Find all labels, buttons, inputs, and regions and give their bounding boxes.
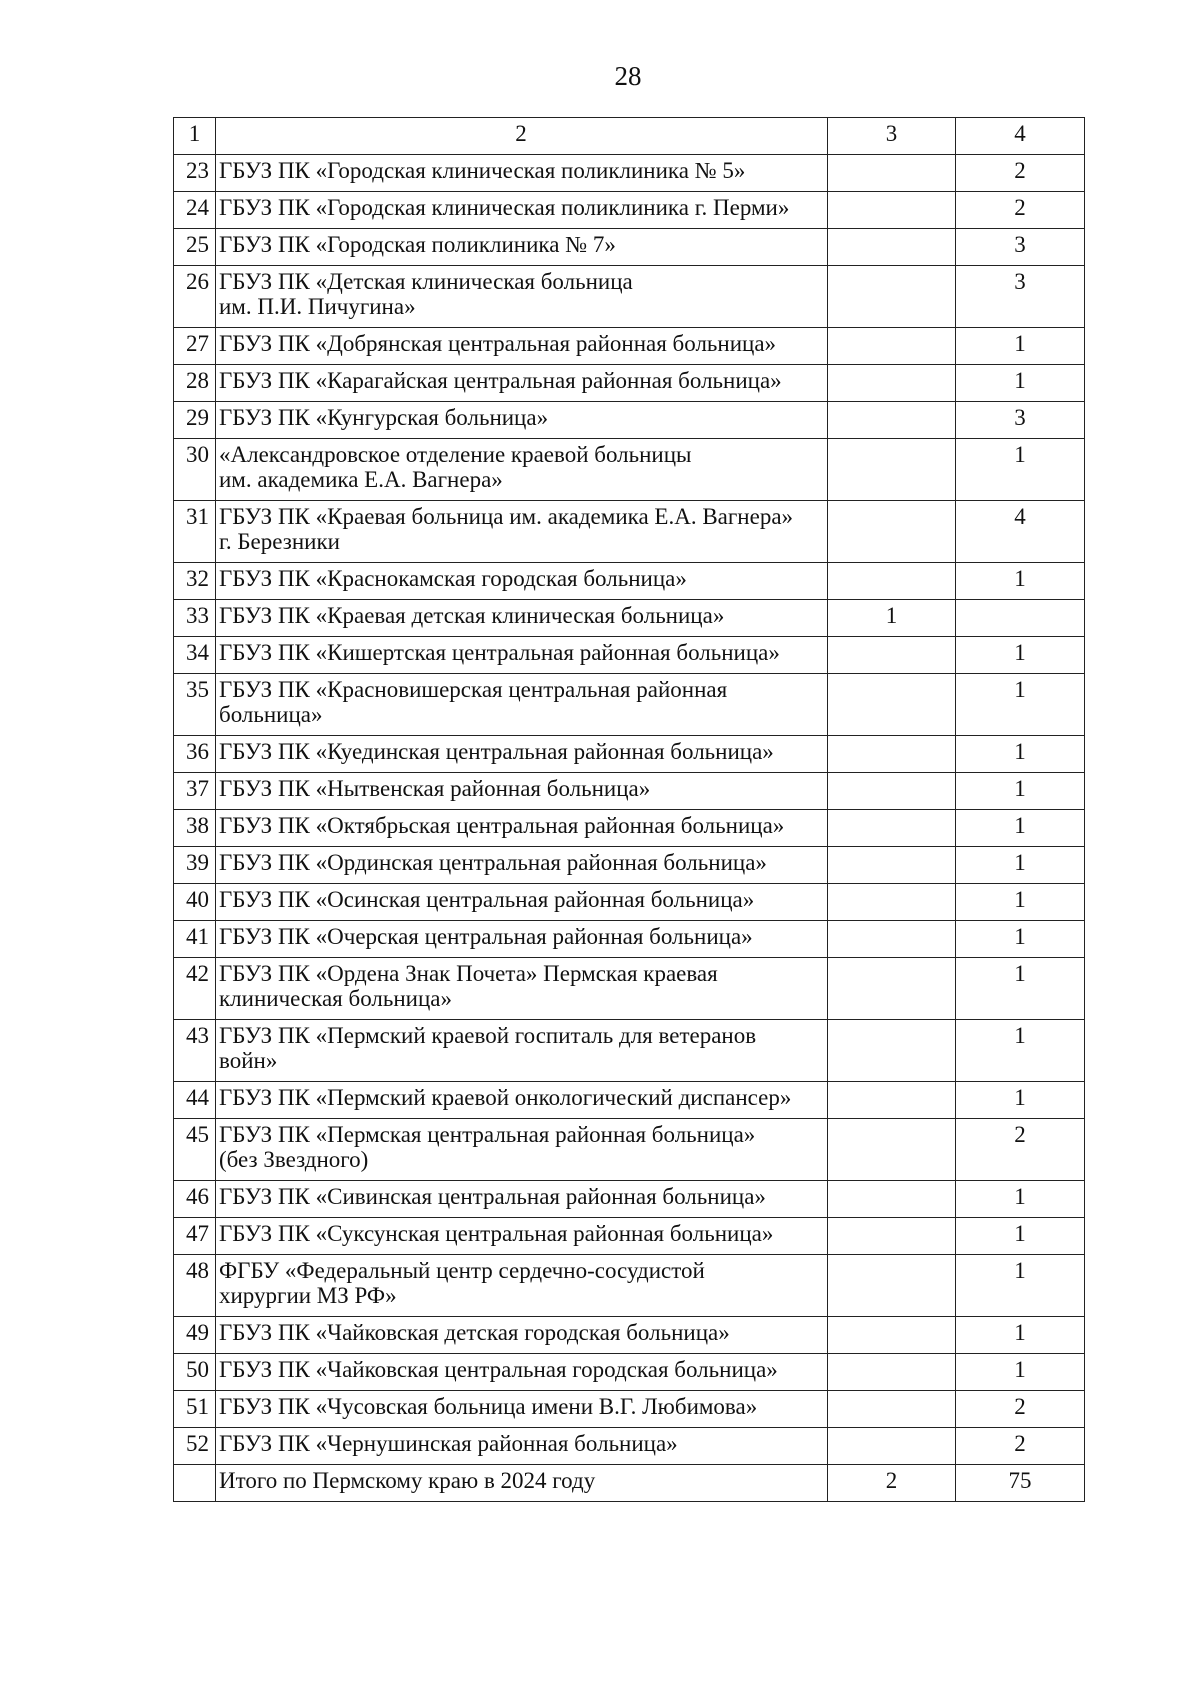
institution-name	[216, 674, 828, 736]
institution-name-line: ГБУЗ ПК «Детская клиническая больница	[219, 269, 633, 294]
total-row	[174, 1465, 1085, 1502]
col-4-value: 1	[956, 1082, 1085, 1119]
col-4-value: 1	[956, 1020, 1085, 1082]
institution-name	[216, 1181, 828, 1218]
institution-name-line: ГБУЗ ПК «Октябрьская центральная районная больница»	[219, 813, 785, 838]
total-col-4: 75	[956, 1465, 1085, 1502]
row-number: 49	[174, 1317, 216, 1354]
institution-name	[216, 365, 828, 402]
table-row	[174, 1428, 1085, 1465]
col-3-value	[828, 1020, 956, 1082]
col-4-value: 2	[956, 1119, 1085, 1181]
table-row	[174, 402, 1085, 439]
table-row	[174, 501, 1085, 563]
institution-name	[216, 736, 828, 773]
allocation-table	[173, 117, 1085, 1502]
col-3-value	[828, 192, 956, 229]
table-row	[174, 1317, 1085, 1354]
institution-name-line: ФГБУ «Федеральный центр сердечно-сосудистой	[219, 1258, 705, 1283]
table-row	[174, 266, 1085, 328]
col-3-value	[828, 958, 956, 1020]
row-number: 31	[174, 501, 216, 563]
institution-name	[216, 773, 828, 810]
institution-name-line: ГБУЗ ПК «Пермский краевой онкологический диспансер»	[219, 1085, 792, 1110]
institution-name	[216, 600, 828, 637]
table-row	[174, 921, 1085, 958]
col-3-value	[828, 847, 956, 884]
table-row	[174, 1218, 1085, 1255]
table-body	[174, 118, 1085, 1502]
col-4-value: 1	[956, 884, 1085, 921]
row-number: 28	[174, 365, 216, 402]
table-row	[174, 1391, 1085, 1428]
institution-name-line: ГБУЗ ПК «Красновишерская центральная районная	[219, 677, 728, 702]
row-number: 41	[174, 921, 216, 958]
institution-name	[216, 1020, 828, 1082]
col-4-value: 1	[956, 736, 1085, 773]
institution-name	[216, 1255, 828, 1317]
row-number: 25	[174, 229, 216, 266]
col-4-value: 1	[956, 1317, 1085, 1354]
col-4-value: 1	[956, 773, 1085, 810]
institution-name-line: ГБУЗ ПК «Пермская центральная районная больница»	[219, 1122, 756, 1147]
institution-name-line: ГБУЗ ПК «Краевая больница им. академика Е.А. Вагнера»	[219, 504, 794, 529]
col-3-value	[828, 229, 956, 266]
institution-name-line: ГБУЗ ПК «Сивинская центральная районная больница»	[219, 1184, 766, 1209]
col-4-value: 2	[956, 1428, 1085, 1465]
col-3-value: 1	[828, 600, 956, 637]
table-row	[174, 958, 1085, 1020]
institution-name	[216, 501, 828, 563]
institution-name	[216, 402, 828, 439]
institution-name-line: ГБУЗ ПК «Ордена Знак Почета» Пермская краевая	[219, 961, 718, 986]
col-3-value	[828, 402, 956, 439]
institution-name	[216, 192, 828, 229]
table-row	[174, 1020, 1085, 1082]
header-col-3: 3	[828, 118, 956, 155]
total-label: Итого по Пермскому краю в 2024 году	[216, 1465, 828, 1502]
table-row	[174, 1119, 1085, 1181]
institution-name-line: ГБУЗ ПК «Добрянская центральная районная больница»	[219, 331, 777, 356]
institution-name-line: ГБУЗ ПК «Городская клиническая поликлиника № 5»	[219, 158, 746, 183]
row-number: 43	[174, 1020, 216, 1082]
institution-name-line: ГБУЗ ПК «Кунгурская больница»	[219, 405, 549, 430]
table-row	[174, 365, 1085, 402]
col-3-value	[828, 1428, 956, 1465]
col-4-value: 3	[956, 402, 1085, 439]
col-3-value	[828, 1255, 956, 1317]
institution-name-line: ГБУЗ ПК «Осинская центральная районная больница»	[219, 887, 755, 912]
row-number: 29	[174, 402, 216, 439]
row-number: 48	[174, 1255, 216, 1317]
row-number: 38	[174, 810, 216, 847]
row-number: 47	[174, 1218, 216, 1255]
institution-name-line: хирургии МЗ РФ»	[219, 1283, 397, 1308]
total-row-number	[174, 1465, 216, 1502]
col-4-value: 1	[956, 958, 1085, 1020]
row-number: 33	[174, 600, 216, 637]
table-row	[174, 155, 1085, 192]
institution-name	[216, 1082, 828, 1119]
col-4-value: 1	[956, 1181, 1085, 1218]
col-4-value: 1	[956, 1255, 1085, 1317]
institution-name-line: ГБУЗ ПК «Кишертская центральная районная больница»	[219, 640, 780, 665]
row-number: 51	[174, 1391, 216, 1428]
col-4-value: 1	[956, 328, 1085, 365]
institution-name-line: (без Звездного)	[219, 1147, 369, 1172]
col-3-value	[828, 563, 956, 600]
row-number: 26	[174, 266, 216, 328]
institution-name	[216, 439, 828, 501]
institution-name	[216, 810, 828, 847]
col-4-value: 1	[956, 1354, 1085, 1391]
header-col-2: 2	[216, 118, 828, 155]
row-number: 46	[174, 1181, 216, 1218]
col-4-value: 1	[956, 439, 1085, 501]
col-3-value	[828, 365, 956, 402]
col-3-value	[828, 1391, 956, 1428]
row-number: 42	[174, 958, 216, 1020]
institution-name	[216, 1218, 828, 1255]
row-number: 36	[174, 736, 216, 773]
institution-name-line: ГБУЗ ПК «Чайковская центральная городская больница»	[219, 1357, 778, 1382]
table-row	[174, 192, 1085, 229]
institution-name-line: войн»	[219, 1048, 278, 1073]
table-row	[174, 439, 1085, 501]
table-header-row	[174, 118, 1085, 155]
table-row	[174, 1181, 1085, 1218]
col-4-value: 2	[956, 155, 1085, 192]
institution-name	[216, 328, 828, 365]
col-4-value: 1	[956, 810, 1085, 847]
header-col-1: 1	[174, 118, 216, 155]
table-row	[174, 847, 1085, 884]
col-3-value	[828, 1181, 956, 1218]
institution-name-line: ГБУЗ ПК «Чайковская детская городская больница»	[219, 1320, 730, 1345]
col-3-value	[828, 439, 956, 501]
col-4-value: 1	[956, 365, 1085, 402]
col-3-value	[828, 674, 956, 736]
institution-name-line: им. П.И. Пичугина»	[219, 294, 416, 319]
table-row	[174, 773, 1085, 810]
institution-name-line: ГБУЗ ПК «Карагайская центральная районная больница»	[219, 368, 782, 393]
row-number: 35	[174, 674, 216, 736]
col-4-value: 3	[956, 229, 1085, 266]
row-number: 52	[174, 1428, 216, 1465]
total-col-3: 2	[828, 1465, 956, 1502]
table-row	[174, 1354, 1085, 1391]
col-4-value: 1	[956, 1218, 1085, 1255]
col-4-value: 1	[956, 637, 1085, 674]
institution-name-line: ГБУЗ ПК «Куединская центральная районная больница»	[219, 739, 774, 764]
row-number: 30	[174, 439, 216, 501]
col-3-value	[828, 266, 956, 328]
institution-name-line: ГБУЗ ПК «Очерская центральная районная больница»	[219, 924, 753, 949]
col-3-value	[828, 1218, 956, 1255]
row-number: 40	[174, 884, 216, 921]
col-3-value	[828, 1082, 956, 1119]
table-row	[174, 674, 1085, 736]
col-4-value: 1	[956, 674, 1085, 736]
page-number: 28	[614, 61, 642, 91]
institution-name	[216, 1354, 828, 1391]
institution-name-line: ГБУЗ ПК «Чусовская больница имени В.Г. Любимова»	[219, 1394, 758, 1419]
col-4-value: 1	[956, 921, 1085, 958]
table-row	[174, 810, 1085, 847]
row-number: 45	[174, 1119, 216, 1181]
col-3-value	[828, 884, 956, 921]
institution-name-line: больница»	[219, 702, 323, 727]
table-row	[174, 1082, 1085, 1119]
col-3-value	[828, 1317, 956, 1354]
institution-name-line: ГБУЗ ПК «Краевая детская клиническая больница»	[219, 603, 725, 628]
header-col-4: 4	[956, 118, 1085, 155]
col-4-value: 1	[956, 847, 1085, 884]
table-row	[174, 600, 1085, 637]
col-4-value: 3	[956, 266, 1085, 328]
institution-name	[216, 637, 828, 674]
institution-name-line: ГБУЗ ПК «Городская клиническая поликлиника г. Перми»	[219, 195, 790, 220]
institution-name-line: «Александровское отделение краевой больницы	[219, 442, 692, 467]
institution-name-line: ГБУЗ ПК «Ординская центральная районная больница»	[219, 850, 767, 875]
col-4-value: 1	[956, 563, 1085, 600]
table-row	[174, 637, 1085, 674]
row-number: 44	[174, 1082, 216, 1119]
col-4-value: 2	[956, 192, 1085, 229]
institution-name-line: ГБУЗ ПК «Нытвенская районная больница»	[219, 776, 651, 801]
institution-name-line: им. академика Е.А. Вагнера»	[219, 467, 503, 492]
col-4-value: 2	[956, 1391, 1085, 1428]
table-row	[174, 736, 1085, 773]
institution-name-line: ГБУЗ ПК «Краснокамская городская больница»	[219, 566, 687, 591]
row-number: 24	[174, 192, 216, 229]
col-3-value	[828, 773, 956, 810]
col-3-value	[828, 1119, 956, 1181]
institution-name	[216, 1428, 828, 1465]
table-row	[174, 1255, 1085, 1317]
col-3-value	[828, 637, 956, 674]
row-number: 27	[174, 328, 216, 365]
table-row	[174, 884, 1085, 921]
institution-name	[216, 958, 828, 1020]
col-3-value	[828, 1354, 956, 1391]
institution-name	[216, 921, 828, 958]
row-number: 50	[174, 1354, 216, 1391]
col-3-value	[828, 328, 956, 365]
institution-name	[216, 266, 828, 328]
col-4-value	[956, 600, 1085, 637]
table-row	[174, 563, 1085, 600]
col-4-value: 4	[956, 501, 1085, 563]
col-3-value	[828, 921, 956, 958]
institution-name	[216, 1119, 828, 1181]
institution-name	[216, 155, 828, 192]
institution-name-line: ГБУЗ ПК «Городская поликлиника № 7»	[219, 232, 616, 257]
table-row	[174, 229, 1085, 266]
row-number: 39	[174, 847, 216, 884]
institution-name-line: клиническая больница»	[219, 986, 452, 1011]
col-3-value	[828, 736, 956, 773]
institution-name-line: ГБУЗ ПК «Суксунская центральная районная больница»	[219, 1221, 774, 1246]
col-3-value	[828, 155, 956, 192]
institution-name	[216, 1317, 828, 1354]
institution-name-line: ГБУЗ ПК «Чернушинская районная больница»	[219, 1431, 678, 1456]
row-number: 37	[174, 773, 216, 810]
table-row	[174, 328, 1085, 365]
institution-name	[216, 1391, 828, 1428]
row-number: 34	[174, 637, 216, 674]
institution-name	[216, 563, 828, 600]
col-3-value	[828, 501, 956, 563]
institution-name	[216, 229, 828, 266]
institution-name-line: ГБУЗ ПК «Пермский краевой госпиталь для ветеранов	[219, 1023, 757, 1048]
institution-name	[216, 884, 828, 921]
institution-name	[216, 847, 828, 884]
col-3-value	[828, 810, 956, 847]
institution-name-line: г. Березники	[219, 529, 340, 554]
row-number: 23	[174, 155, 216, 192]
row-number: 32	[174, 563, 216, 600]
